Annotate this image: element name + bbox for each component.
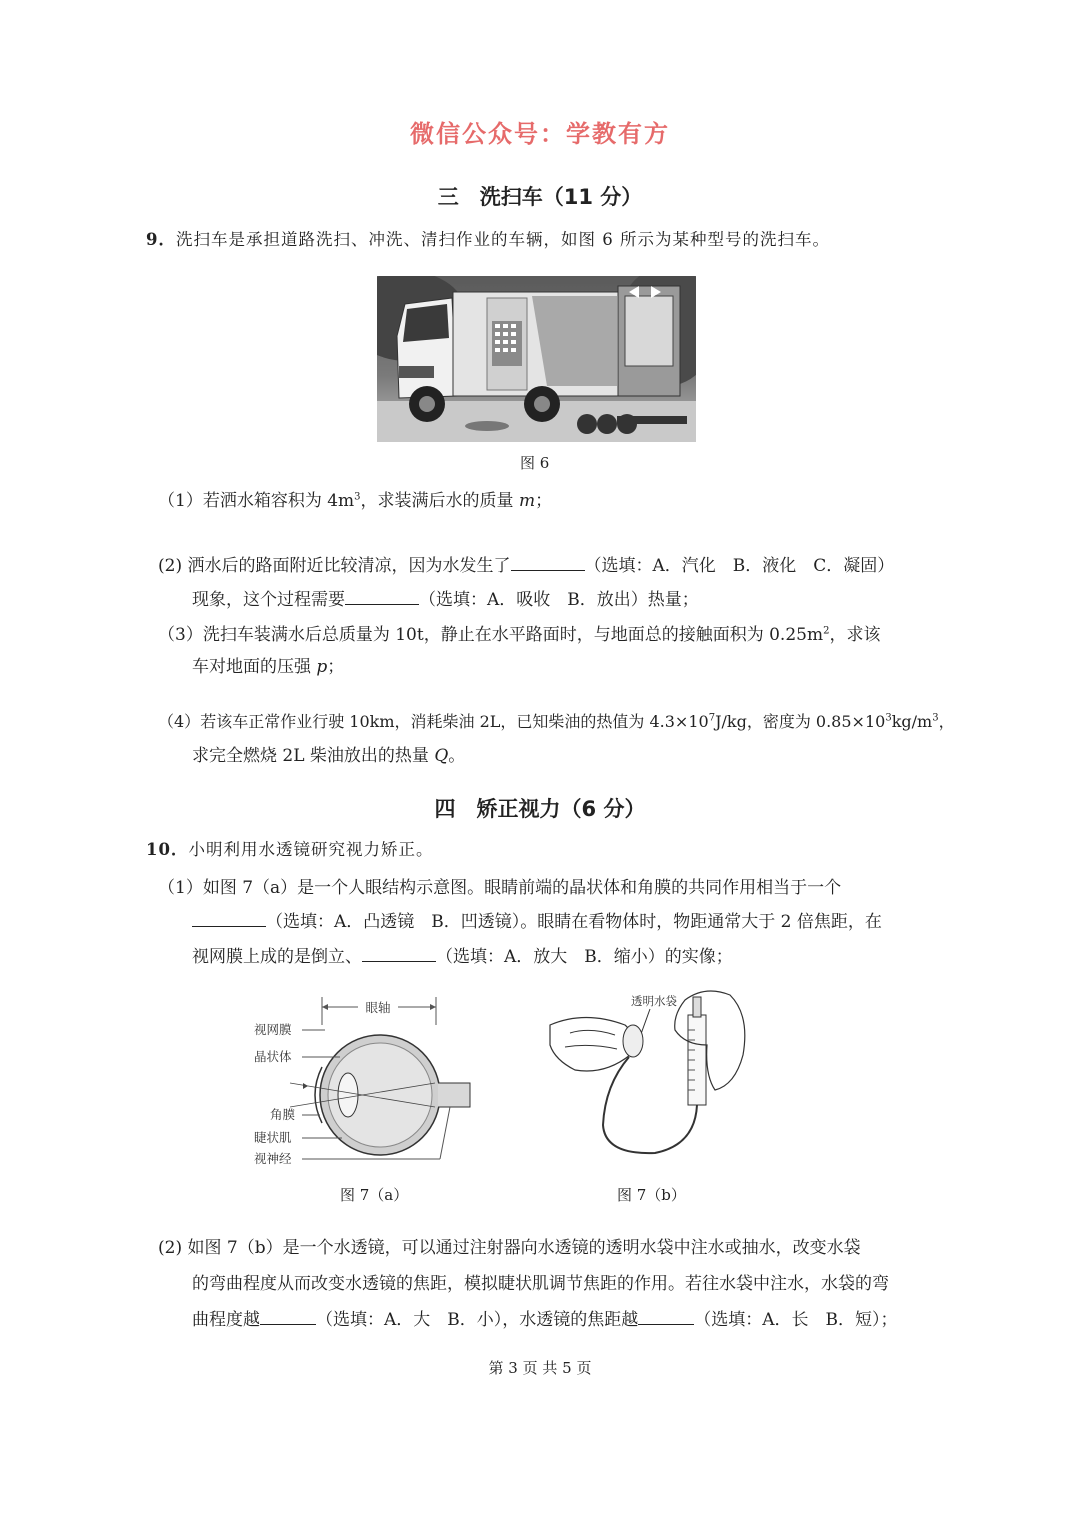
q10-part-1-line-1: （1）如图 7（a）是一个人眼结构示意图。眼睛前端的晶状体和角膜的共同作用相当于一个: [158, 878, 842, 898]
label-lens: 晶状体: [254, 1049, 292, 1064]
question-text: 洗扫车是承担道路洗扫、冲洗、清扫作业的车辆，如图 6 所示为某种型号的洗扫车。: [175, 230, 830, 249]
answer-blank[interactable]: [192, 912, 266, 927]
label-retina: 视网膜: [254, 1022, 292, 1037]
q10-part-2-line-3: 曲程度越 （选填：A．大 B．小），水透镜的焦距越 （选填：A．长 B．短）；: [192, 1310, 898, 1330]
q10-part-1-line-3: 视网膜上成的是倒立、 （选填：A．放大 B．缩小）的实像；: [192, 947, 733, 967]
label-cornea: 角膜: [270, 1107, 296, 1122]
answer-blank[interactable]: [345, 590, 419, 605]
section-title-3: 三 洗扫车（11 分）: [437, 185, 643, 209]
figure-6-sweeper-truck: [377, 276, 696, 442]
label-optic-nerve: 视神经: [254, 1151, 292, 1166]
answer-blank[interactable]: [260, 1310, 316, 1325]
page-footer: 第 3 页 共 5 页: [488, 1359, 592, 1377]
q9-part-1: （1）若洒水箱容积为 $4m^3$，求装满后水的质量 m；: [158, 491, 553, 511]
question-9: [146, 226, 830, 250]
q9-part-3-line-2: 车对地面的压强 p；: [192, 657, 345, 677]
question-10: [146, 836, 433, 860]
q10-part-1-line-2: （选填：A．凸透镜 B．凹透镜）。眼睛在看物体时，物距通常大于 2 倍焦距，在: [192, 907, 882, 932]
section-title-4: 四 矫正视力（6 分）: [434, 797, 646, 821]
q9-part-3-line-1: （3）洗扫车装满水后总质量为 10t，静止在水平路面时，与地面总的接触面积为 $0.25m^2$，求该: [158, 625, 881, 645]
watermark: 微信公众号：学教有方: [410, 120, 670, 148]
label-ciliary-muscle: 睫状肌: [254, 1130, 292, 1145]
question-text: 小明利用水透镜研究视力矫正。: [188, 840, 434, 859]
answer-blank[interactable]: [638, 1310, 694, 1325]
figure-6-caption: 图 6: [520, 454, 550, 472]
answer-blank[interactable]: [511, 556, 585, 571]
question-number: 10．: [146, 840, 189, 859]
q9-part-4-line-1: （4）若该车正常作业行驶 10km，消耗柴油 2L，已知柴油的热值为 $4.3\times 10^7J/kg$，密度为 $0.85\times 10^3kg/m^3$，: [158, 712, 955, 731]
q9-part-2-line-2: 现象，这个过程需要 （选填：A．吸收 B．放出）热量；: [192, 590, 699, 610]
figure-7a-caption: 图 7（a）: [340, 1186, 409, 1204]
figure-7b-water-lens: [545, 985, 755, 1165]
label-water-bag: 透明水袋: [631, 994, 677, 1008]
q9-part-2-line-1: (2) 洒水后的路面附近比较清凉，因为水发生了 （选填：A．汽化 B．液化 C．凝固）: [158, 556, 895, 576]
sweeper-truck-image: [377, 276, 696, 442]
figure-7b-caption: 图 7（b）: [617, 1186, 686, 1204]
q10-part-2-line-2: 的弯曲程度从而改变水透镜的焦距，模拟睫状肌调节焦距的作用。若往水袋中注水，水袋的弯: [192, 1274, 889, 1294]
axis-label: 眼轴: [365, 1000, 391, 1015]
q9-part-4-line-2: 求完全燃烧 2L 柴油放出的热量 Q。: [192, 746, 466, 766]
figure-7a-eye-diagram: [250, 995, 480, 1170]
q10-part-2-line-1: (2) 如图 7（b）是一个水透镜，可以通过注射器向水透镜的透明水袋中注水或抽水，改变水袋: [158, 1238, 861, 1258]
answer-blank[interactable]: [362, 947, 436, 962]
question-number: 9．: [146, 230, 176, 249]
